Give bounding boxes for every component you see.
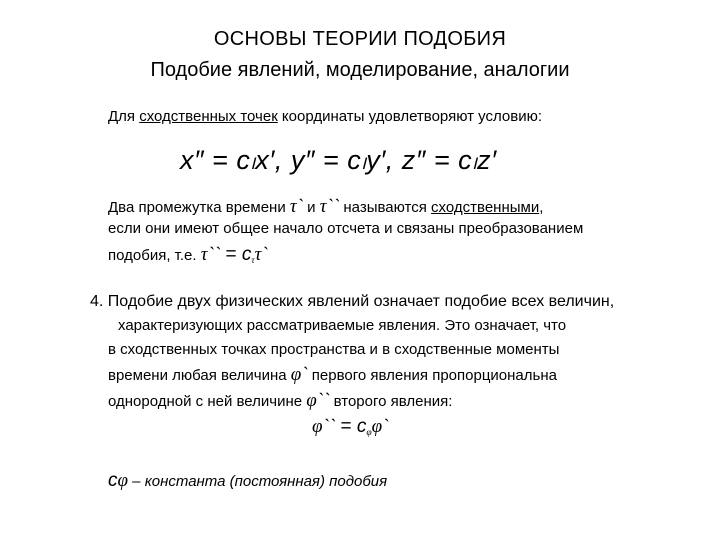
p1-prefix: Для (108, 108, 140, 125)
p2-comma: , (539, 199, 544, 216)
formula-phi-eq: = (335, 416, 357, 437)
formula-tau-right: τ` (254, 244, 268, 265)
p1-suffix: координаты удовлетворяют условию: (277, 108, 543, 125)
p2-l1-a: Два промежутка времени (108, 199, 290, 216)
note-constant (108, 470, 387, 492)
p3-l4-a: времени любая величина (108, 367, 291, 384)
p3-l5-a: однородной с ней величине (108, 393, 307, 410)
formula-tau-sub: τ (251, 255, 255, 265)
formula-tau-c: c (241, 244, 252, 265)
p2-underlined-term: сходственными (431, 199, 540, 216)
formula-coordinates: x″ = cₗx′, y″ = cₗy′, z″ = cₗz′ (180, 145, 497, 175)
p2-and: и (303, 199, 320, 216)
paragraph-similar-points (108, 108, 542, 125)
phi-prime-symbol: φ` (290, 364, 308, 385)
formula-phi-c: c (356, 416, 367, 437)
p3-line-4 (108, 364, 557, 386)
p3-line-5 (108, 390, 452, 412)
p3-l5-b: второго явления: (329, 393, 453, 410)
formula-phi (312, 416, 388, 438)
tau-prime-symbol: τ` (289, 196, 304, 217)
p1-underlined-term: сходственных точек (139, 108, 278, 125)
p2-l1-b: называются (339, 199, 432, 216)
formula-tau-left: τ`` (200, 244, 221, 265)
p3-line-3: в сходственных точках пространства и в сходственные моменты (108, 341, 560, 358)
p2-line-1 (108, 196, 543, 218)
p2-line-2: если они имеют общее начало отсчета и связаны преобразованием (108, 220, 584, 237)
formula-phi-left: φ`` (312, 416, 336, 437)
note-text: – константа (постоянная) подобия (128, 473, 388, 490)
p2-line-3 (108, 244, 268, 266)
tau-double-prime-symbol: τ`` (319, 196, 340, 217)
page-title: ОСНОВЫ ТЕОРИИ ПОДОБИЯ (213, 28, 507, 50)
p2-l3: подобия, т.е. (108, 247, 201, 264)
note-c-symbol: c (108, 470, 118, 491)
phi-double-prime-symbol: φ`` (306, 390, 330, 411)
formula-tau-eq: = (220, 244, 242, 265)
p3-line-1: 4. Подобие двух физических явлений означает подобие всех величин, (90, 293, 615, 310)
page-subtitle: Подобие явлений, моделирование, аналогии (150, 59, 570, 81)
formula-phi-right: φ` (371, 416, 389, 437)
p3-l4-b: первого явления пропорциональна (307, 367, 557, 384)
note-phi-symbol: φ (117, 470, 129, 491)
formula-phi-sub: φ (366, 427, 372, 438)
p3-line-2: характеризующих рассматриваемые явления. Это означает, что (118, 317, 567, 334)
